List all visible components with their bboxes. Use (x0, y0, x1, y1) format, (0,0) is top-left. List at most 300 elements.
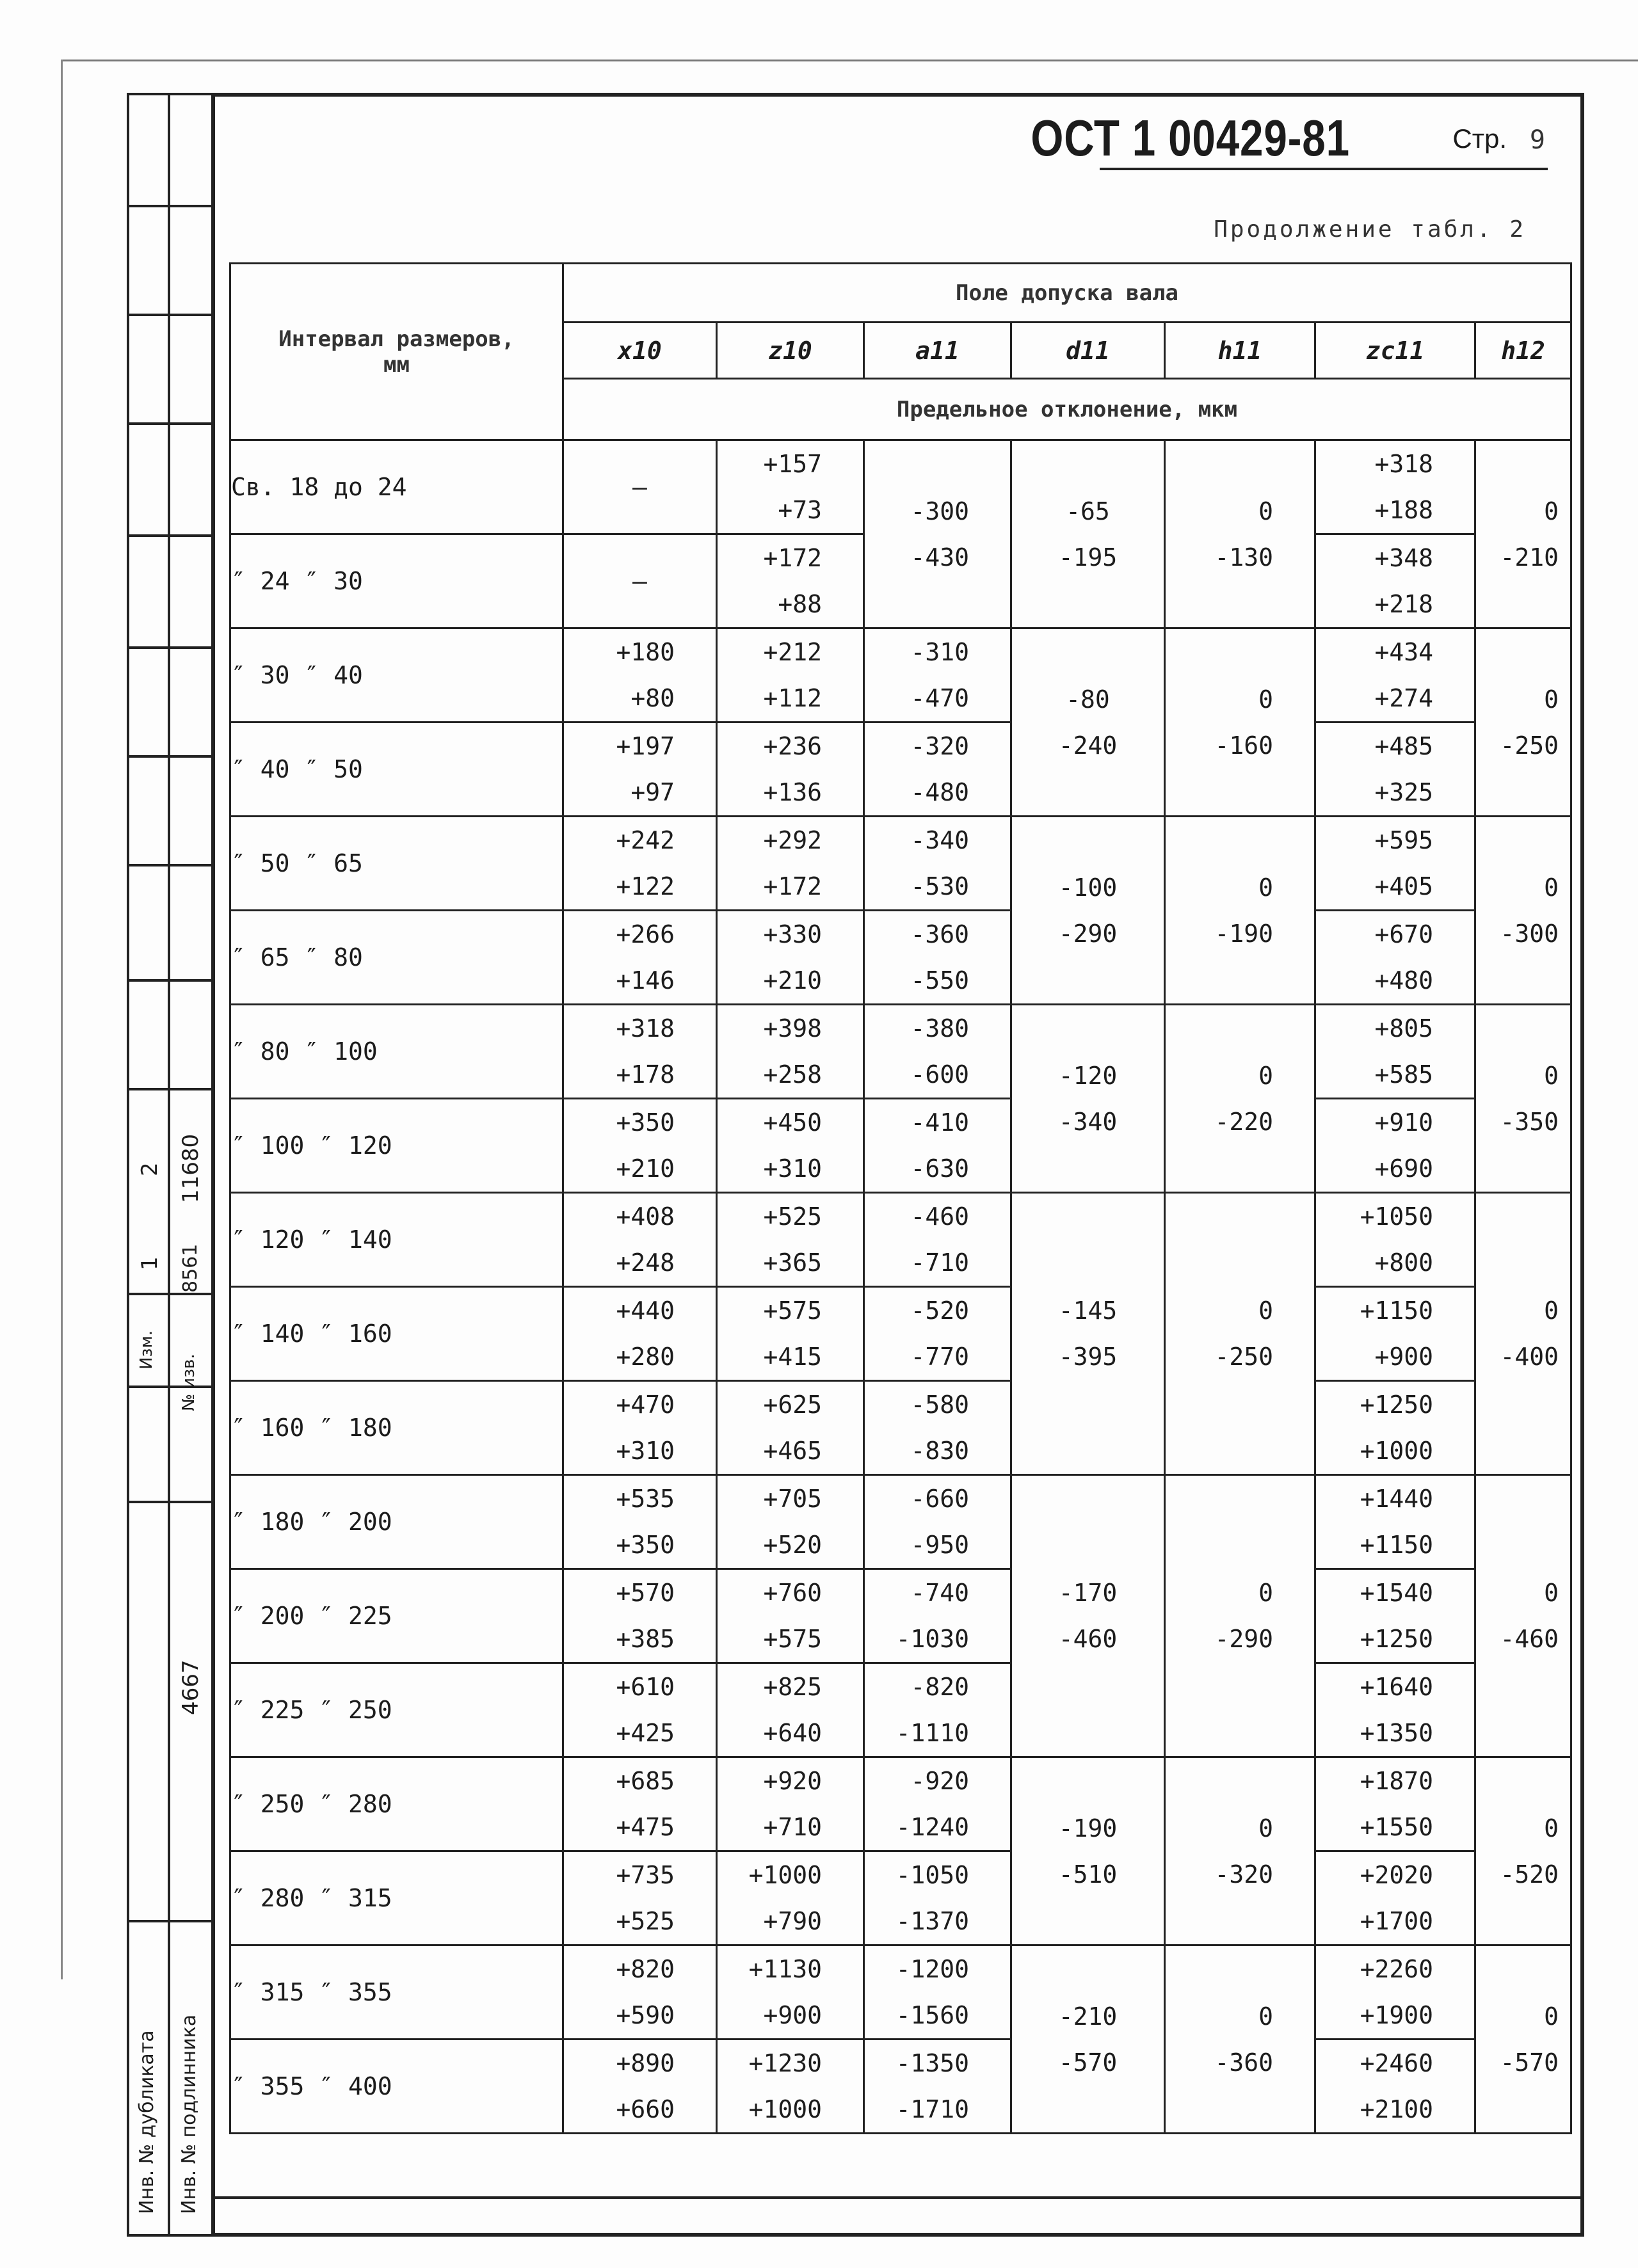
zc11-cell-value: +1550 (1360, 1813, 1433, 1841)
z10-cell-value: +310 (763, 1154, 822, 1183)
zc11-cell-value: +405 (1374, 872, 1433, 900)
x10-cell (563, 1945, 717, 2040)
z10-cell-value: +172 (763, 872, 822, 900)
zc11-cell (1315, 723, 1475, 817)
table-row (230, 1945, 1571, 2040)
h11-cell (1165, 817, 1315, 1005)
a11-cell-value: -410 (910, 1108, 969, 1137)
interval-cell: Св. 18 до 24 (230, 440, 563, 534)
zc11-cell-value: +348 (1374, 544, 1433, 572)
zc11-cell (1315, 1945, 1475, 2040)
d11-cell (1011, 1475, 1165, 1757)
interval-cell: ″ 140 ″ 160 (230, 1287, 563, 1381)
a11-cell-value: -300 (910, 497, 969, 525)
zc11-cell-value: +318 (1374, 450, 1433, 478)
zc11-cell (1315, 1287, 1475, 1381)
x10-cell (563, 1757, 717, 1851)
zc11-cell-value: +434 (1374, 638, 1433, 666)
a11-cell (864, 2040, 1011, 2134)
zc11-cell (1315, 1381, 1475, 1475)
a11-cell (864, 1569, 1011, 1663)
x10-cell-value: +210 (616, 1154, 675, 1183)
interval-cell: ″ 120 ″ 140 (230, 1193, 563, 1287)
h11-cell (1165, 440, 1315, 628)
d11-cell-value: -395 (1058, 1343, 1118, 1371)
h11-cell-value: -250 (1214, 1343, 1273, 1371)
x10-cell: – (563, 534, 717, 628)
zc11-cell (1315, 628, 1475, 723)
d11-cell-value: -340 (1058, 1107, 1118, 1136)
x10-cell-value: +242 (616, 826, 675, 854)
h11-cell (1165, 628, 1315, 817)
z10-cell (717, 1381, 864, 1475)
d11-cell (1011, 1757, 1165, 1945)
d11-cell-value: -145 (1058, 1297, 1118, 1325)
d11-cell (1011, 1193, 1165, 1475)
d11-cell-value: -290 (1058, 919, 1118, 948)
h12-cell-value: -350 (1500, 1107, 1559, 1136)
interval-cell: ″ 225 ″ 250 (230, 1663, 563, 1757)
h11-cell (1165, 1945, 1315, 2134)
z10-cell (717, 911, 864, 1005)
h12-cell-value: 0 (1544, 497, 1559, 525)
d11-cell-value: -170 (1058, 1579, 1118, 1607)
x10-cell-value: +570 (616, 1579, 675, 1607)
d11-cell (1011, 1005, 1165, 1193)
x10-cell-value: +180 (616, 638, 675, 666)
a11-cell-value: -1370 (895, 1907, 969, 1935)
h11-cell-value: -160 (1214, 731, 1273, 760)
stamp-divider (127, 979, 214, 982)
stamp-divider (127, 1920, 214, 1922)
table-row (230, 1663, 1571, 1757)
a11-cell (864, 1099, 1011, 1193)
h11-cell (1165, 1757, 1315, 1945)
x10-cell-value: +146 (616, 966, 675, 994)
zc11-cell-value: +1870 (1360, 1767, 1433, 1795)
d11-cell (1011, 628, 1165, 817)
h12-cell-value: 0 (1544, 2002, 1559, 2031)
zc11-cell (1315, 1193, 1475, 1287)
x10-cell (563, 1005, 717, 1099)
d11-cell (1011, 817, 1165, 1005)
a11-cell-value: -1560 (895, 2001, 969, 2029)
d11-cell-value: -190 (1058, 1814, 1118, 1842)
zc11-cell-value: +485 (1374, 732, 1433, 760)
interval-cell: ″ 315 ″ 355 (230, 1945, 563, 2040)
stamp-divider (127, 1293, 214, 1295)
x10-cell-value: +197 (616, 732, 675, 760)
h12-cell (1475, 1005, 1571, 1193)
z10-cell (717, 2040, 864, 2134)
h12-cell (1475, 628, 1571, 817)
code-underline (1100, 168, 1548, 170)
stamp-divider (127, 1386, 214, 1388)
zc11-cell-value: +274 (1374, 684, 1433, 712)
top-border-line (61, 60, 1638, 61)
col-header-h11: h11 (1165, 323, 1315, 379)
stamp-divider (127, 646, 214, 649)
z10-cell (717, 1099, 864, 1193)
table-row (230, 628, 1571, 723)
x10-cell-value: +470 (616, 1391, 675, 1419)
stamp-divider (127, 534, 214, 537)
h11-cell-value: -320 (1214, 1860, 1273, 1889)
a11-cell-value: -530 (910, 872, 969, 900)
z10-cell (717, 440, 864, 534)
z10-cell-value: +1230 (748, 2049, 822, 2077)
d11-cell-value: -240 (1058, 731, 1118, 760)
h11-cell-value: 0 (1258, 497, 1273, 525)
z10-cell-value: +292 (763, 826, 822, 854)
x10-cell-value: +385 (616, 1625, 675, 1653)
zc11-cell (1315, 911, 1475, 1005)
a11-cell-value: -480 (910, 778, 969, 806)
a11-cell-value: -1350 (895, 2049, 969, 2077)
h12-cell-value: 0 (1544, 1061, 1559, 1090)
z10-cell-value: +88 (778, 590, 822, 618)
z10-cell (717, 534, 864, 628)
x10-cell-value: +610 (616, 1673, 675, 1701)
a11-cell-value: -830 (910, 1437, 969, 1465)
x10-cell-value: +310 (616, 1437, 675, 1465)
col-header-h12: h12 (1475, 323, 1571, 379)
x10-cell (563, 1381, 717, 1475)
zc11-cell (1315, 1663, 1475, 1757)
z10-cell-value: +520 (763, 1531, 822, 1559)
x10-cell (563, 723, 717, 817)
z10-cell-value: +640 (763, 1719, 822, 1747)
stamp-podl-label: Инв. № подлинника (178, 2014, 200, 2214)
tolerance-table (229, 262, 1572, 2134)
h11-cell (1165, 1005, 1315, 1193)
h11-cell-value: 0 (1258, 1579, 1273, 1607)
table-row (230, 1381, 1571, 1475)
zc11-cell (1315, 1475, 1475, 1569)
stamp-divider (127, 1088, 214, 1090)
a11-cell-value: -580 (910, 1391, 969, 1419)
x10-cell (563, 817, 717, 911)
zc11-cell-value: +1150 (1360, 1297, 1433, 1325)
x10-cell (563, 1851, 717, 1945)
x10-cell-value: +122 (616, 872, 675, 900)
h12-cell-value: 0 (1544, 685, 1559, 714)
field-header: Поле допуска вала (563, 264, 1571, 323)
z10-cell-value: +1130 (748, 1955, 822, 1983)
zc11-cell-value: +1540 (1360, 1579, 1433, 1607)
z10-cell-value: +212 (763, 638, 822, 666)
interval-cell: ″ 100 ″ 120 (230, 1099, 563, 1193)
z10-cell-value: +465 (763, 1437, 822, 1465)
x10-cell-value: +820 (616, 1955, 675, 1983)
a11-cell-value: -600 (910, 1060, 969, 1089)
a11-cell-value: -520 (910, 1297, 969, 1325)
h11-cell (1165, 1193, 1315, 1475)
d11-cell-value: -120 (1058, 1061, 1118, 1090)
x10-cell (563, 1475, 717, 1569)
h12-cell (1475, 1757, 1571, 1945)
a11-cell-value: -740 (910, 1579, 969, 1607)
z10-cell-value: +365 (763, 1249, 822, 1277)
h12-cell-value: 0 (1544, 1579, 1559, 1607)
interval-cell: ″ 250 ″ 280 (230, 1757, 563, 1851)
a11-cell-value: -630 (910, 1154, 969, 1183)
stamp-podl-number: 4667 (178, 1659, 204, 1715)
interval-cell: ″ 280 ″ 315 (230, 1851, 563, 1945)
a11-cell (864, 1005, 1011, 1099)
z10-cell-value: +790 (763, 1907, 822, 1935)
x10-cell (563, 1287, 717, 1381)
z10-cell-value: +330 (763, 920, 822, 948)
zc11-cell-value: +1250 (1360, 1625, 1433, 1653)
zc11-cell (1315, 1005, 1475, 1099)
a11-cell (864, 1193, 1011, 1287)
h12-cell (1475, 440, 1571, 628)
table-row (230, 1099, 1571, 1193)
x10-cell-value: +80 (630, 684, 675, 712)
zc11-cell (1315, 1851, 1475, 1945)
x10-cell-value: +350 (616, 1108, 675, 1137)
h12-cell (1475, 1475, 1571, 1757)
x10-cell (563, 1099, 717, 1193)
z10-cell-value: +825 (763, 1673, 822, 1701)
stamp-izv-2: 11680 (178, 1133, 204, 1203)
stamp-izm-label: Изм. (137, 1330, 156, 1370)
left-border-line (61, 60, 63, 1979)
z10-cell-value: +760 (763, 1579, 822, 1607)
zc11-cell-value: +1440 (1360, 1485, 1433, 1513)
zc11-cell-value: +595 (1374, 826, 1433, 854)
h12-cell (1475, 1945, 1571, 2134)
interval-cell: ″ 80 ″ 100 (230, 1005, 563, 1099)
z10-cell (717, 723, 864, 817)
x10-cell-value: +440 (616, 1297, 675, 1325)
a11-cell-value: -920 (910, 1767, 969, 1795)
a11-cell (864, 1381, 1011, 1475)
stamp-divider (127, 314, 214, 316)
zc11-cell-value: +325 (1374, 778, 1433, 806)
zc11-cell-value: +800 (1374, 1249, 1433, 1277)
a11-cell-value: -310 (910, 638, 969, 666)
x10-cell-value: +97 (630, 778, 675, 806)
z10-cell-value: +157 (763, 450, 822, 478)
z10-cell (717, 1193, 864, 1287)
a11-cell-value: -1240 (895, 1813, 969, 1841)
zc11-cell-value: +2100 (1360, 2095, 1433, 2123)
a11-cell (864, 723, 1011, 817)
stamp-izv-1: 8561 (179, 1243, 202, 1293)
x10-cell-value: +248 (616, 1249, 675, 1277)
z10-cell-value: +705 (763, 1485, 822, 1513)
h11-cell-value: 0 (1258, 685, 1273, 714)
interval-cell: ″ 50 ″ 65 (230, 817, 563, 911)
table-row (230, 1287, 1571, 1381)
col-header-zc11: zc11 (1315, 323, 1475, 379)
a11-cell-value: -820 (910, 1673, 969, 1701)
zc11-cell-value: +2020 (1360, 1861, 1433, 1889)
zc11-cell-value: +2460 (1360, 2049, 1433, 2077)
table-row (230, 1757, 1571, 1851)
z10-cell-value: +710 (763, 1813, 822, 1841)
h11-cell-value: 0 (1258, 1061, 1273, 1090)
h12-cell-value: 0 (1544, 873, 1559, 902)
col-header-z10: z10 (717, 323, 864, 379)
stamp-divider (127, 864, 214, 866)
zc11-cell-value: +1000 (1360, 1437, 1433, 1465)
z10-cell-value: +73 (778, 496, 822, 524)
x10-cell (563, 1193, 717, 1287)
a11-cell-value: -1050 (895, 1861, 969, 1889)
col-header-x10: x10 (563, 323, 717, 379)
interval-cell: ″ 65 ″ 80 (230, 911, 563, 1005)
h12-cell-value: -300 (1500, 919, 1559, 948)
table-row (230, 1851, 1571, 1945)
a11-cell-value: -950 (910, 1531, 969, 1559)
zc11-cell-value: +480 (1374, 966, 1433, 994)
d11-cell (1011, 1945, 1165, 2134)
x10-cell-value: +660 (616, 2095, 675, 2123)
a11-cell-value: -460 (910, 1202, 969, 1231)
frame-bottom-line (211, 2196, 1584, 2199)
a11-cell-value: -1710 (895, 2095, 969, 2123)
h11-cell-value: -360 (1214, 2048, 1273, 2077)
stamp-divider (127, 1501, 214, 1503)
a11-cell (864, 1663, 1011, 1757)
z10-cell-value: +625 (763, 1391, 822, 1419)
zc11-cell (1315, 1569, 1475, 1663)
h12-cell-value: -400 (1500, 1343, 1559, 1371)
x10-cell-value: +425 (616, 1719, 675, 1747)
z10-cell (717, 1005, 864, 1099)
h11-cell-value: -220 (1214, 1107, 1273, 1136)
zc11-cell-value: +690 (1374, 1154, 1433, 1183)
zc11-cell-value: +2260 (1360, 1955, 1433, 1983)
a11-cell-value: -1110 (895, 1719, 969, 1747)
x10-cell (563, 1663, 717, 1757)
zc11-cell-value: +910 (1374, 1108, 1433, 1137)
z10-cell-value: +1000 (748, 1861, 822, 1889)
interval-cell: ″ 355 ″ 400 (230, 2040, 563, 2134)
interval-cell: ″ 24 ″ 30 (230, 534, 563, 628)
x10-cell-value: +525 (616, 1907, 675, 1935)
x10-cell-value: +350 (616, 1531, 675, 1559)
stamp-divider (127, 755, 214, 758)
x10-cell (563, 2040, 717, 2134)
document-code: ОСТ 1 00429-81 (1031, 109, 1350, 166)
x10-cell-value: +280 (616, 1343, 675, 1371)
zc11-cell-value: +1900 (1360, 2001, 1433, 2029)
a11-cell-value: -380 (910, 1014, 969, 1042)
h12-cell-value: -210 (1500, 543, 1559, 571)
table-continuation-label: Продолжение табл. 2 (1214, 216, 1526, 243)
zc11-cell-value: +1640 (1360, 1673, 1433, 1701)
a11-cell (864, 1757, 1011, 1851)
page-label: Стр. (1452, 124, 1507, 154)
table-row (230, 1005, 1571, 1099)
x10-cell-value: +735 (616, 1861, 675, 1889)
z10-cell (717, 817, 864, 911)
x10-cell-value: +890 (616, 2049, 675, 2077)
a11-cell-value: -340 (910, 826, 969, 854)
x10-cell-value: +685 (616, 1767, 675, 1795)
a11-cell-value: -430 (910, 543, 969, 571)
z10-cell-value: +236 (763, 732, 822, 760)
a11-cell-value: -360 (910, 920, 969, 948)
a11-cell-value: -1030 (895, 1625, 969, 1653)
h12-cell-value: 0 (1544, 1297, 1559, 1325)
d11-cell-value: -65 (1066, 497, 1110, 525)
zc11-cell-value: +900 (1374, 1343, 1433, 1371)
h11-cell-value: 0 (1258, 1297, 1273, 1325)
z10-cell-value: +258 (763, 1060, 822, 1089)
zc11-cell (1315, 1757, 1475, 1851)
interval-cell: ″ 160 ″ 180 (230, 1381, 563, 1475)
h11-cell-value: 0 (1258, 2002, 1273, 2031)
table-row (230, 2040, 1571, 2134)
h11-cell-value: -130 (1214, 543, 1273, 571)
table-row (230, 723, 1571, 817)
d11-cell-value: -100 (1058, 873, 1118, 902)
a11-cell-value: -550 (910, 966, 969, 994)
z10-cell (717, 1663, 864, 1757)
z10-cell (717, 1287, 864, 1381)
x10-cell-value: +590 (616, 2001, 675, 2029)
stamp-divider (127, 422, 214, 425)
stamp-divider (127, 205, 214, 207)
h11-cell-value: -290 (1214, 1625, 1273, 1653)
x10-cell-value: +178 (616, 1060, 675, 1089)
x10-cell (563, 911, 717, 1005)
x10-cell-value: +318 (616, 1014, 675, 1042)
a11-cell-value: -320 (910, 732, 969, 760)
d11-cell-value: -195 (1058, 543, 1118, 571)
h11-cell (1165, 1475, 1315, 1757)
d11-cell-value: -210 (1058, 2002, 1118, 2031)
a11-cell (864, 817, 1011, 911)
a11-cell (864, 1851, 1011, 1945)
zc11-cell (1315, 2040, 1475, 2134)
x10-cell (563, 628, 717, 723)
z10-cell-value: +1000 (748, 2095, 822, 2123)
stamp-dubl-label: Инв. № дубликата (136, 2030, 158, 2214)
table-row (230, 817, 1571, 911)
z10-cell (717, 1569, 864, 1663)
h12-cell (1475, 1193, 1571, 1475)
z10-cell-value: +900 (763, 2001, 822, 2029)
interval-cell: ″ 40 ″ 50 (230, 723, 563, 817)
stamp-izm-1: 1 (137, 1256, 163, 1270)
table-row (230, 1569, 1571, 1663)
zc11-cell-value: +805 (1374, 1014, 1433, 1042)
z10-cell (717, 628, 864, 723)
a11-cell (864, 440, 1011, 628)
h12-cell-value: -460 (1500, 1625, 1559, 1653)
a11-cell (864, 911, 1011, 1005)
x10-cell-value: +475 (616, 1813, 675, 1841)
zc11-cell-value: +670 (1374, 920, 1433, 948)
page-number: 9 (1529, 125, 1545, 155)
z10-cell-value: +575 (763, 1297, 822, 1325)
a11-cell-value: -470 (910, 684, 969, 712)
zc11-cell (1315, 534, 1475, 628)
a11-cell-value: -710 (910, 1249, 969, 1277)
zc11-cell-value: +1050 (1360, 1202, 1433, 1231)
interval-cell: ″ 30 ″ 40 (230, 628, 563, 723)
zc11-cell-value: +585 (1374, 1060, 1433, 1089)
d11-cell-value: -80 (1066, 685, 1110, 714)
a11-cell-value: -660 (910, 1485, 969, 1513)
d11-cell-value: -510 (1058, 1860, 1118, 1889)
